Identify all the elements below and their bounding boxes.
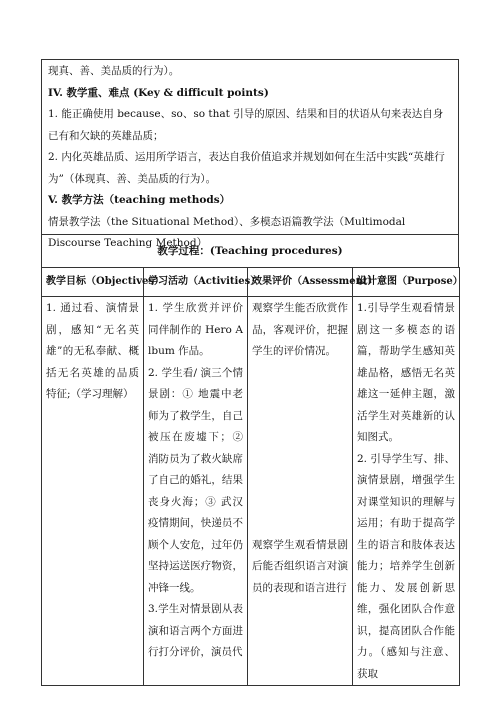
- purpose-1: 1.引导学生观看情景剧这一多模态的语篇，帮助学生感知英雄品格，感悟无名英雄这一延伸主题，激活学生对英雄新的认知图式。: [357, 302, 455, 443]
- activity-1: 1. 学生欣赏并评价同伴制作的 Hero Album 作品。: [148, 302, 243, 357]
- section-heading-teaching-methods: V. 教学方法（teaching methods）: [48, 194, 231, 206]
- header-assessment: 效果评价（Assessment）: [248, 268, 353, 297]
- assessment-2: 观察学生观看情景剧后能否组织语言对演员的表现和语言进行: [252, 538, 348, 594]
- procedures-table: [41, 267, 463, 686]
- key-point-1: 1. 能正确使用 because、so、so that 引导的原因、结果和目的状语从句来表达自身已有和欠缺的英雄品质；: [48, 108, 444, 142]
- objective-text: 1. 通过看、演情景剧，感知“无名英雄”的无私奉献、概括无名英雄的品质特征;（学习理解）: [46, 302, 139, 400]
- table-header-row: [42, 268, 460, 297]
- header-objectives: 教学目标（Objectives）: [42, 268, 144, 297]
- header-purpose: 设计意图（Purpose）: [353, 268, 460, 297]
- objectives-cell: [42, 297, 144, 686]
- table-row: [42, 297, 460, 686]
- activities-cell: [144, 297, 248, 686]
- activity-2: 2. 学生看/ 演三个情景剧：① 地震中老师为了救学生，自己被压在废墟下；② 消防员为了救火缺席了自己的婚礼，结果丧身火海；③ 武汉疫情期间，快递员不顾个人安危，过年仍坚持运送医疗物资，冲锋一线。: [148, 366, 243, 594]
- assessment-cell: [248, 297, 353, 686]
- section-heading-key-points: IV. 教学重、难点 (Key & difficult points): [48, 86, 269, 99]
- purpose-2: 2. 引导学生写、排、演情景剧，增强学生对课堂知识的理解与运用；有助于提高学生的语言和肢体表达能力；培养学生创新能力、发展创新思维，强化团队合作意识，提高团队合作能力。（感知与注意、获取: [357, 452, 455, 680]
- teaching-methods-text: 情景教学法（the Situational Method）、多模态语篇教学法（Multimodal Discourse Teaching Method）: [48, 215, 406, 249]
- assessment-1: 观察学生能否欣赏作品，客观评价，把握学生的评价情况。: [252, 302, 348, 357]
- lesson-plan-top-section: [41, 59, 459, 249]
- procedures-title: 教学过程：(Teaching procedures): [41, 234, 459, 268]
- purpose-cell: [353, 297, 460, 686]
- activity-3: 3.学生对情景剧从表演和语言两个方面进行打分评价，演员代: [148, 603, 243, 658]
- text-line: 现真、善、美品质的行为）。: [48, 65, 180, 77]
- key-point-2: 2. 内化英雄品质、运用所学语言，表达自我价值追求并规划如何在生活中实践“英雄行为”（体现真、善、美品质的行为）。: [48, 151, 445, 185]
- header-activities: 学习活动（Activities）: [144, 268, 248, 297]
